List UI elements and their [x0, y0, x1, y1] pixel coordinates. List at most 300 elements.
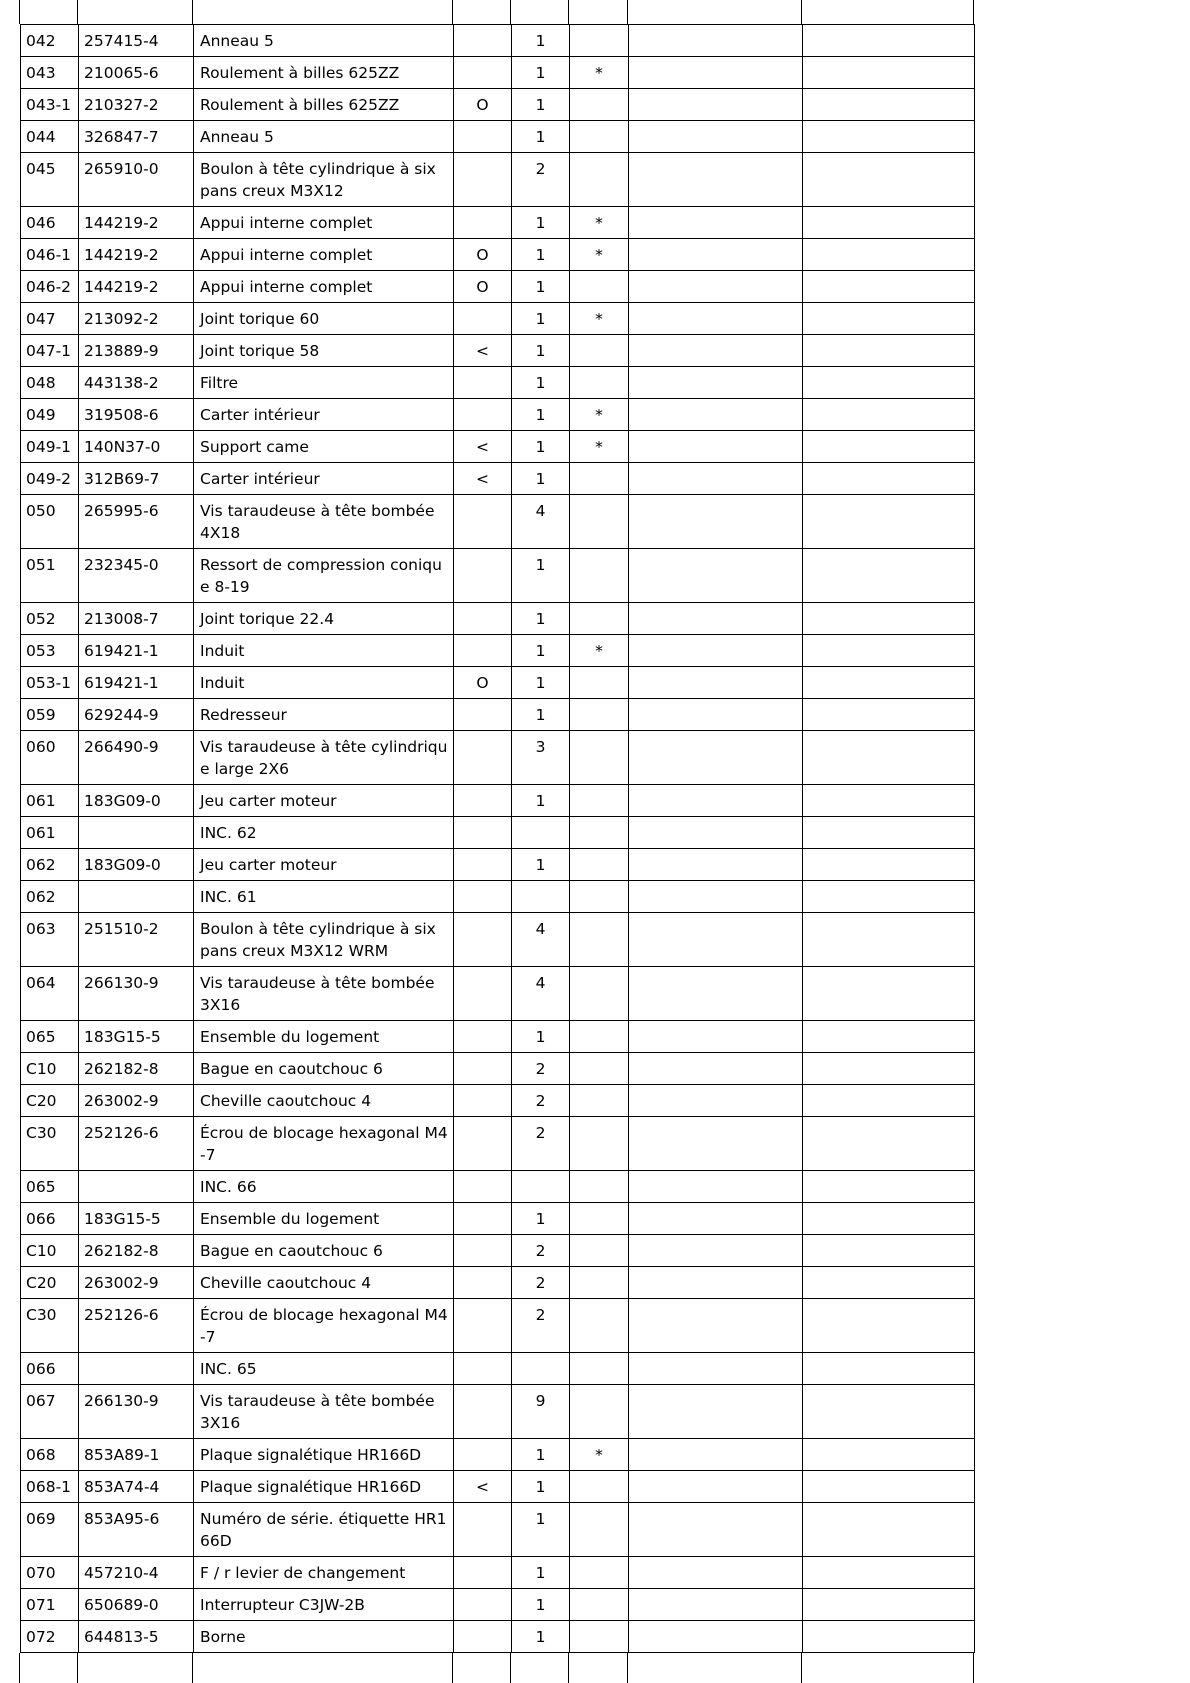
quantity-cell: 1: [512, 207, 570, 239]
mark-cell: <: [454, 463, 512, 495]
column-rule: [568, 1653, 569, 1683]
quantity-cell: 1: [512, 1203, 570, 1235]
part-number-cell: 266130-9: [79, 967, 194, 1021]
part-number-cell: [79, 1171, 194, 1203]
quantity-cell: 2: [512, 153, 570, 207]
description-cell: Interrupteur C3JW-2B: [194, 1589, 454, 1621]
mark-cell: [454, 1557, 512, 1589]
empty-cell-1: [629, 271, 803, 303]
description-cell: Vis taraudeuse à tête bombée 4X18: [194, 495, 454, 549]
column-rule: [192, 1653, 193, 1683]
empty-cell-2: [803, 731, 975, 785]
empty-cell-1: [629, 1021, 803, 1053]
description-cell: Écrou de blocage hexagonal M4-7: [194, 1117, 454, 1171]
empty-cell-2: [803, 603, 975, 635]
description-cell: Boulon à tête cylindrique à six pans creux M3X12: [194, 153, 454, 207]
star-cell: [570, 1203, 629, 1235]
table-row: [21, 207, 975, 239]
table-row: [21, 913, 975, 967]
empty-cell-1: [629, 785, 803, 817]
table-row: [21, 1203, 975, 1235]
ref-cell: 060: [21, 731, 79, 785]
ref-cell: 072: [21, 1621, 79, 1653]
quantity-cell: 4: [512, 967, 570, 1021]
part-number-cell: 183G15-5: [79, 1203, 194, 1235]
star-cell: [570, 667, 629, 699]
empty-cell-2: [803, 1385, 975, 1439]
empty-cell-1: [629, 1085, 803, 1117]
quantity-cell: 1: [512, 549, 570, 603]
star-cell: [570, 335, 629, 367]
part-number-cell: 252126-6: [79, 1117, 194, 1171]
empty-cell-2: [803, 399, 975, 431]
table-row: [21, 667, 975, 699]
empty-cell-1: [629, 1471, 803, 1503]
part-number-cell: 144219-2: [79, 207, 194, 239]
quantity-cell: 1: [512, 603, 570, 635]
table-row: [21, 603, 975, 635]
ref-cell: 052: [21, 603, 79, 635]
empty-cell-1: [629, 603, 803, 635]
empty-cell-1: [629, 549, 803, 603]
empty-cell-2: [803, 463, 975, 495]
description-cell: Borne: [194, 1621, 454, 1653]
table-row: [21, 1439, 975, 1471]
column-rule: [192, 0, 193, 24]
star-cell: [570, 1557, 629, 1589]
column-rule: [452, 1653, 453, 1683]
quantity-cell: 3: [512, 731, 570, 785]
quantity-cell: 1: [512, 635, 570, 667]
empty-cell-2: [803, 1171, 975, 1203]
empty-cell-1: [629, 239, 803, 271]
table-row: [21, 1235, 975, 1267]
description-cell: INC. 65: [194, 1353, 454, 1385]
column-rule: [627, 0, 628, 24]
empty-cell-1: [629, 335, 803, 367]
table-row: [21, 1385, 975, 1439]
star-cell: [570, 1385, 629, 1439]
mark-cell: [454, 1021, 512, 1053]
quantity-cell: 1: [512, 1439, 570, 1471]
empty-cell-2: [803, 1589, 975, 1621]
part-number-cell: 266130-9: [79, 1385, 194, 1439]
empty-cell-2: [803, 1621, 975, 1653]
empty-cell-1: [629, 967, 803, 1021]
mark-cell: [454, 1085, 512, 1117]
star-cell: [570, 967, 629, 1021]
empty-cell-2: [803, 1117, 975, 1171]
star-cell: [570, 367, 629, 399]
ref-cell: 065: [21, 1171, 79, 1203]
mark-cell: [454, 303, 512, 335]
ref-cell: 049-1: [21, 431, 79, 463]
part-number-cell: 213889-9: [79, 335, 194, 367]
part-number-cell: 265995-6: [79, 495, 194, 549]
mark-cell: [454, 207, 512, 239]
description-cell: Vis taraudeuse à tête bombée 3X16: [194, 1385, 454, 1439]
empty-cell-1: [629, 817, 803, 849]
part-number-cell: [79, 881, 194, 913]
quantity-cell: 1: [512, 25, 570, 57]
empty-cell-2: [803, 1021, 975, 1053]
ref-cell: 049-2: [21, 463, 79, 495]
empty-cell-1: [629, 153, 803, 207]
column-rule: [510, 1653, 511, 1683]
table-row: [21, 89, 975, 121]
mark-cell: O: [454, 89, 512, 121]
table-row: [21, 549, 975, 603]
ref-cell: 049: [21, 399, 79, 431]
mark-cell: [454, 817, 512, 849]
star-cell: *: [570, 399, 629, 431]
ref-cell: C30: [21, 1299, 79, 1353]
column-rule: [510, 0, 511, 24]
mark-cell: [454, 367, 512, 399]
table-row: [21, 57, 975, 89]
description-cell: Bague en caoutchouc 6: [194, 1235, 454, 1267]
table-row: [21, 635, 975, 667]
mark-cell: [454, 1353, 512, 1385]
mark-cell: [454, 549, 512, 603]
ref-cell: 053-1: [21, 667, 79, 699]
empty-cell-2: [803, 431, 975, 463]
part-number-cell: 183G15-5: [79, 1021, 194, 1053]
empty-cell-2: [803, 153, 975, 207]
table-row: [21, 1085, 975, 1117]
ref-cell: 044: [21, 121, 79, 153]
mark-cell: [454, 121, 512, 153]
empty-cell-2: [803, 913, 975, 967]
empty-cell-2: [803, 207, 975, 239]
quantity-cell: 1: [512, 303, 570, 335]
part-number-cell: 183G09-0: [79, 785, 194, 817]
part-number-cell: 144219-2: [79, 239, 194, 271]
quantity-cell: 2: [512, 1085, 570, 1117]
mark-cell: [454, 731, 512, 785]
mark-cell: [454, 1267, 512, 1299]
part-number-cell: 619421-1: [79, 635, 194, 667]
star-cell: [570, 785, 629, 817]
empty-cell-2: [803, 1299, 975, 1353]
table-row: [21, 699, 975, 731]
description-cell: Écrou de blocage hexagonal M4-7: [194, 1299, 454, 1353]
empty-cell-2: [803, 967, 975, 1021]
empty-cell-1: [629, 1385, 803, 1439]
part-number-cell: 443138-2: [79, 367, 194, 399]
table-row: [21, 1021, 975, 1053]
part-number-cell: 629244-9: [79, 699, 194, 731]
table-row: [21, 881, 975, 913]
ref-cell: 065: [21, 1021, 79, 1053]
table-row: [21, 1171, 975, 1203]
quantity-cell: 1: [512, 335, 570, 367]
star-cell: *: [570, 207, 629, 239]
ref-cell: C20: [21, 1085, 79, 1117]
mark-cell: [454, 1117, 512, 1171]
mark-cell: [454, 1385, 512, 1439]
mark-cell: [454, 1503, 512, 1557]
description-cell: Induit: [194, 635, 454, 667]
mark-cell: <: [454, 335, 512, 367]
ref-cell: C20: [21, 1267, 79, 1299]
empty-cell-2: [803, 367, 975, 399]
description-cell: Joint torique 22.4: [194, 603, 454, 635]
empty-cell-1: [629, 699, 803, 731]
empty-cell-1: [629, 431, 803, 463]
empty-cell-2: [803, 1053, 975, 1085]
ref-cell: C10: [21, 1053, 79, 1085]
mark-cell: <: [454, 431, 512, 463]
mark-cell: [454, 603, 512, 635]
star-cell: [570, 913, 629, 967]
part-number-cell: 312B69-7: [79, 463, 194, 495]
mark-cell: [454, 913, 512, 967]
ref-cell: 063: [21, 913, 79, 967]
part-number-cell: 326847-7: [79, 121, 194, 153]
empty-cell-1: [629, 1503, 803, 1557]
mark-cell: [454, 699, 512, 731]
part-number-cell: [79, 817, 194, 849]
quantity-cell: 2: [512, 1235, 570, 1267]
mark-cell: [454, 25, 512, 57]
quantity-cell: 1: [512, 699, 570, 731]
description-cell: Roulement à billes 625ZZ: [194, 57, 454, 89]
part-number-cell: [79, 1353, 194, 1385]
ref-cell: 059: [21, 699, 79, 731]
description-cell: Joint torique 60: [194, 303, 454, 335]
mark-cell: [454, 849, 512, 881]
table-row: [21, 121, 975, 153]
part-number-cell: 210327-2: [79, 89, 194, 121]
empty-cell-1: [629, 881, 803, 913]
empty-cell-2: [803, 1557, 975, 1589]
star-cell: [570, 1053, 629, 1085]
table-row: [21, 967, 975, 1021]
quantity-cell: 1: [512, 1021, 570, 1053]
empty-cell-2: [803, 1503, 975, 1557]
empty-cell-2: [803, 25, 975, 57]
table-row: [21, 1117, 975, 1171]
mark-cell: [454, 399, 512, 431]
ref-cell: 050: [21, 495, 79, 549]
description-cell: Ressort de compression conique 8-19: [194, 549, 454, 603]
quantity-cell: 1: [512, 785, 570, 817]
part-number-cell: 263002-9: [79, 1085, 194, 1117]
ref-cell: 062: [21, 849, 79, 881]
description-cell: Ensemble du logement: [194, 1203, 454, 1235]
ref-cell: 045: [21, 153, 79, 207]
empty-cell-1: [629, 121, 803, 153]
table-row: [21, 303, 975, 335]
description-cell: Appui interne complet: [194, 239, 454, 271]
star-cell: [570, 25, 629, 57]
star-cell: *: [570, 303, 629, 335]
quantity-cell: [512, 1353, 570, 1385]
quantity-cell: 1: [512, 57, 570, 89]
mark-cell: [454, 153, 512, 207]
quantity-cell: 2: [512, 1299, 570, 1353]
star-cell: [570, 1353, 629, 1385]
description-cell: Cheville caoutchouc 4: [194, 1085, 454, 1117]
description-cell: Jeu carter moteur: [194, 785, 454, 817]
quantity-cell: 1: [512, 89, 570, 121]
empty-cell-2: [803, 881, 975, 913]
star-cell: [570, 1471, 629, 1503]
quantity-cell: 1: [512, 1503, 570, 1557]
table-bottom-continuation: [20, 1653, 975, 1683]
description-cell: Redresseur: [194, 699, 454, 731]
part-number-cell: 257415-4: [79, 25, 194, 57]
quantity-cell: 2: [512, 1117, 570, 1171]
table-row: [21, 785, 975, 817]
part-number-cell: 265910-0: [79, 153, 194, 207]
table-row: [21, 1557, 975, 1589]
mark-cell: [454, 57, 512, 89]
table-row: [21, 731, 975, 785]
part-number-cell: 183G09-0: [79, 849, 194, 881]
column-rule: [973, 1653, 974, 1683]
empty-cell-1: [629, 1053, 803, 1085]
star-cell: [570, 121, 629, 153]
quantity-cell: 1: [512, 367, 570, 399]
empty-cell-2: [803, 303, 975, 335]
part-number-cell: 213008-7: [79, 603, 194, 635]
ref-cell: C30: [21, 1117, 79, 1171]
mark-cell: [454, 1621, 512, 1653]
star-cell: [570, 849, 629, 881]
empty-cell-2: [803, 1353, 975, 1385]
quantity-cell: 1: [512, 271, 570, 303]
ref-cell: 053: [21, 635, 79, 667]
star-cell: [570, 603, 629, 635]
empty-cell-1: [629, 1589, 803, 1621]
description-cell: Roulement à billes 625ZZ: [194, 89, 454, 121]
table-row: [21, 1267, 975, 1299]
mark-cell: [454, 1053, 512, 1085]
empty-cell-2: [803, 1085, 975, 1117]
mark-cell: O: [454, 667, 512, 699]
empty-cell-1: [629, 731, 803, 785]
star-cell: [570, 1267, 629, 1299]
quantity-cell: [512, 817, 570, 849]
quantity-cell: 1: [512, 849, 570, 881]
part-number-cell: 251510-2: [79, 913, 194, 967]
star-cell: [570, 1621, 629, 1653]
table-row: [21, 1471, 975, 1503]
star-cell: [570, 817, 629, 849]
table-row: [21, 25, 975, 57]
description-cell: INC. 62: [194, 817, 454, 849]
description-cell: Support came: [194, 431, 454, 463]
ref-cell: 061: [21, 785, 79, 817]
parts-list-body: [21, 25, 975, 1653]
description-cell: Ensemble du logement: [194, 1021, 454, 1053]
quantity-cell: 4: [512, 495, 570, 549]
table-row: [21, 271, 975, 303]
description-cell: Jeu carter moteur: [194, 849, 454, 881]
ref-cell: 047: [21, 303, 79, 335]
star-cell: [570, 1085, 629, 1117]
column-rule: [19, 1653, 20, 1683]
ref-cell: 062: [21, 881, 79, 913]
ref-cell: 051: [21, 549, 79, 603]
empty-cell-1: [629, 495, 803, 549]
quantity-cell: [512, 881, 570, 913]
table-top-continuation: [20, 0, 975, 24]
description-cell: Bague en caoutchouc 6: [194, 1053, 454, 1085]
empty-cell-2: [803, 667, 975, 699]
mark-cell: O: [454, 271, 512, 303]
description-cell: INC. 61: [194, 881, 454, 913]
empty-cell-2: [803, 817, 975, 849]
table-row: [21, 239, 975, 271]
parts-list-table: [20, 24, 975, 1653]
mark-cell: [454, 1439, 512, 1471]
empty-cell-1: [629, 1235, 803, 1267]
table-row: [21, 1053, 975, 1085]
empty-cell-2: [803, 89, 975, 121]
part-number-cell: 263002-9: [79, 1267, 194, 1299]
description-cell: Vis taraudeuse à tête bombée 3X16: [194, 967, 454, 1021]
empty-cell-1: [629, 1353, 803, 1385]
mark-cell: [454, 1299, 512, 1353]
table-row: [21, 1353, 975, 1385]
quantity-cell: [512, 1171, 570, 1203]
ref-cell: 048: [21, 367, 79, 399]
empty-cell-2: [803, 57, 975, 89]
ref-cell: 066: [21, 1203, 79, 1235]
empty-cell-1: [629, 1557, 803, 1589]
table-row: [21, 495, 975, 549]
column-rule: [801, 0, 802, 24]
empty-cell-1: [629, 1621, 803, 1653]
description-cell: Appui interne complet: [194, 207, 454, 239]
ref-cell: C10: [21, 1235, 79, 1267]
description-cell: Induit: [194, 667, 454, 699]
ref-cell: 071: [21, 1589, 79, 1621]
description-cell: Joint torique 58: [194, 335, 454, 367]
empty-cell-1: [629, 1299, 803, 1353]
empty-cell-1: [629, 635, 803, 667]
empty-cell-1: [629, 1203, 803, 1235]
empty-cell-1: [629, 1267, 803, 1299]
ref-cell: 069: [21, 1503, 79, 1557]
part-number-cell: 232345-0: [79, 549, 194, 603]
quantity-cell: 4: [512, 913, 570, 967]
ref-cell: 043-1: [21, 89, 79, 121]
ref-cell: 070: [21, 1557, 79, 1589]
description-cell: Plaque signalétique HR166D: [194, 1439, 454, 1471]
description-cell: Cheville caoutchouc 4: [194, 1267, 454, 1299]
ref-cell: 047-1: [21, 335, 79, 367]
ref-cell: 061: [21, 817, 79, 849]
part-number-cell: 252126-6: [79, 1299, 194, 1353]
column-rule: [77, 1653, 78, 1683]
star-cell: [570, 1589, 629, 1621]
ref-cell: 046-1: [21, 239, 79, 271]
column-rule: [19, 0, 20, 24]
star-cell: *: [570, 1439, 629, 1471]
description-cell: F / r levier de changement: [194, 1557, 454, 1589]
star-cell: [570, 1235, 629, 1267]
quantity-cell: 1: [512, 121, 570, 153]
description-cell: Boulon à tête cylindrique à six pans creux M3X12 WRM: [194, 913, 454, 967]
mark-cell: [454, 881, 512, 913]
empty-cell-1: [629, 667, 803, 699]
column-rule: [801, 1653, 802, 1683]
part-number-cell: 210065-6: [79, 57, 194, 89]
